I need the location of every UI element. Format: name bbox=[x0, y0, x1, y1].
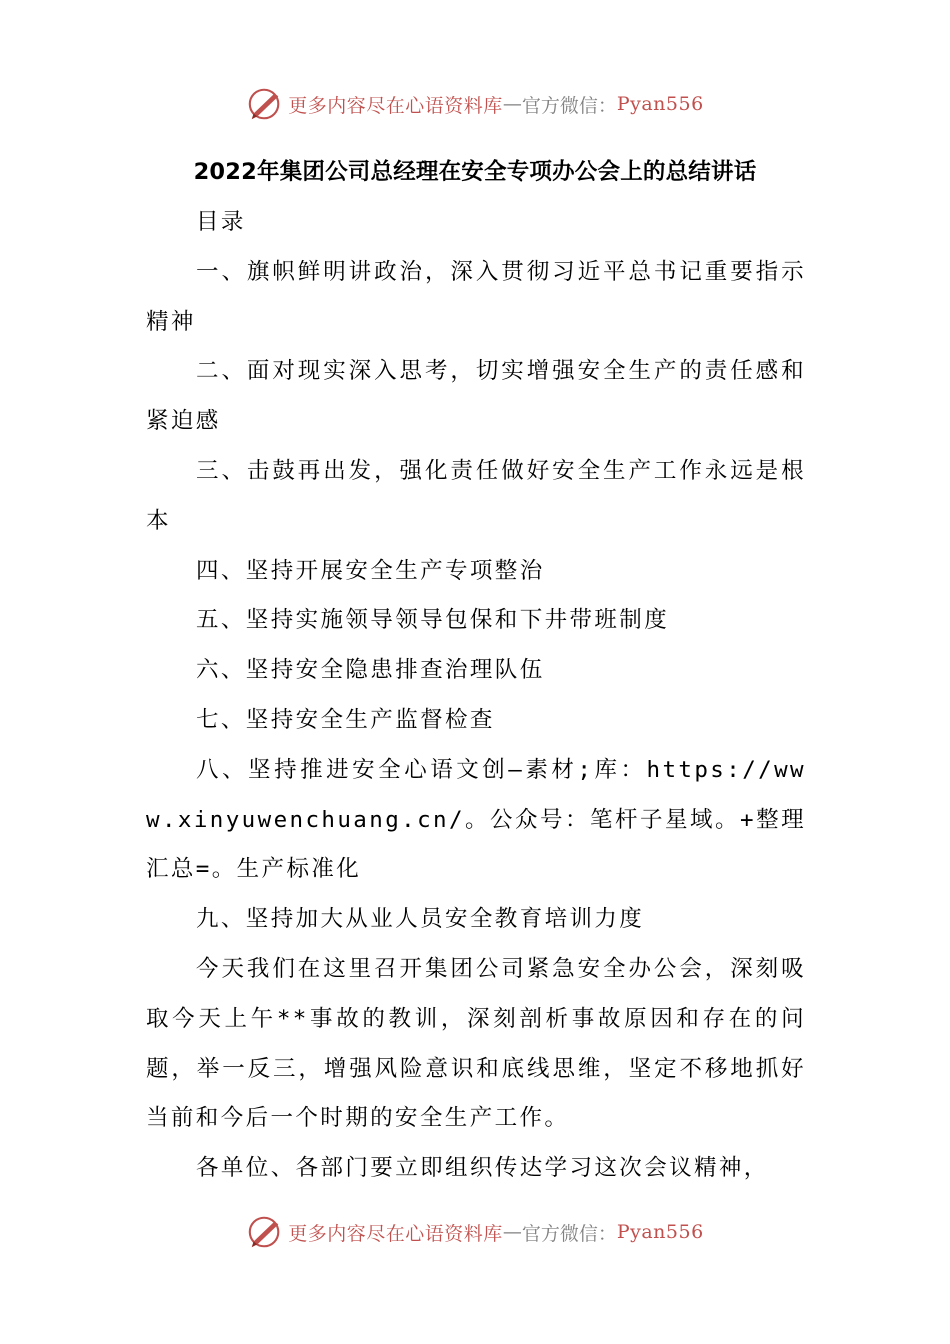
pen-logo-icon bbox=[246, 1213, 284, 1251]
footer-banner bbox=[0, 1210, 950, 1254]
toc-item-3: 三、击鼓再出发，强化责任做好安全生产工作永远是根本 bbox=[146, 457, 806, 534]
toc-item-7: 七、坚持安全生产监督检查 bbox=[196, 706, 495, 733]
document-title: 2022年集团公司总经理在安全专项办公会上的总结讲话 bbox=[193, 159, 757, 185]
banner-dash: — bbox=[502, 93, 522, 115]
banner-dash: — bbox=[502, 1221, 522, 1243]
banner-main-text: 更多内容尽在心语资料库 bbox=[288, 94, 503, 117]
banner-sub-text: 官方微信： bbox=[521, 94, 617, 117]
toc-item-1: 一、旗帜鲜明讲政治，深入贯彻习近平总书记重要指示精神 bbox=[146, 258, 806, 335]
banner-main-text: 更多内容尽在心语资料库 bbox=[288, 1222, 503, 1245]
toc-item-4: 四、坚持开展安全生产专项整治 bbox=[196, 557, 545, 584]
toc-item-9: 九、坚持加大从业人员安全教育培训力度 bbox=[196, 906, 645, 933]
toc-item-8: 八、坚持推进安全心语文创—素材;库：https://www.xinyuwenchuang.cn/。公众号：笔杆子星域。+整理汇总=。生产标准化 bbox=[146, 756, 806, 883]
toc-item-6: 六、坚持安全隐患排查治理队伍 bbox=[196, 657, 545, 684]
banner-wechat-id: Pyan556 bbox=[616, 93, 704, 115]
toc-heading: 目录 bbox=[196, 209, 246, 235]
document-body bbox=[146, 198, 806, 1194]
pen-logo-icon bbox=[246, 85, 284, 123]
banner-sub-text: 官方微信： bbox=[521, 1222, 617, 1245]
body-paragraph: 各单位、各部门要立即组织传达学习这次会议精神， bbox=[196, 1155, 769, 1182]
toc-item-2: 二、面对现实深入思考，切实增强安全生产的责任感和紧迫感 bbox=[146, 358, 806, 435]
body-paragraph: 今天我们在这里召开集团公司紧急安全办公会，深刻吸取今天上午**事故的教训，深刻剖析事故原因和存在的问题，举一反三，增强风险意识和底线思维，坚定不移地抓好当前和今后一个时期的安全生产工作。 bbox=[146, 955, 806, 1132]
toc-item-5: 五、坚持实施领导领导包保和下井带班制度 bbox=[196, 607, 670, 634]
banner-wechat-id: Pyan556 bbox=[616, 1221, 704, 1243]
header-banner bbox=[0, 82, 950, 126]
